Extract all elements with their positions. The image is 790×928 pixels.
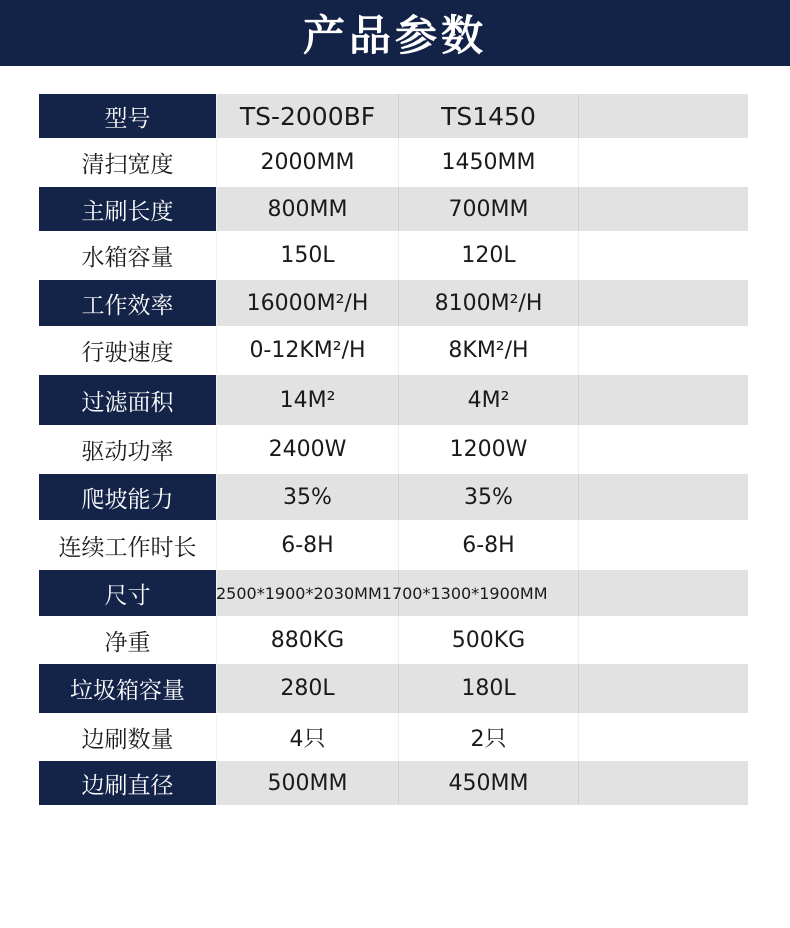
table-row	[39, 570, 748, 616]
table-row	[39, 474, 748, 520]
empty-cell	[578, 520, 748, 570]
row-value: 2000MM	[216, 138, 398, 187]
model-name: TS-2000BF	[216, 94, 398, 138]
empty-cell	[578, 425, 748, 474]
empty-cell	[578, 375, 748, 425]
row-value: 450MM	[398, 761, 578, 805]
row-value: 14M²	[216, 375, 398, 425]
empty-cell	[578, 94, 748, 138]
row-value: 500MM	[216, 761, 398, 805]
spec-table	[39, 94, 748, 805]
empty-cell	[578, 664, 748, 713]
row-label: 尺寸	[39, 570, 216, 616]
row-value: 1200W	[398, 425, 578, 474]
table-row	[39, 713, 748, 761]
table-row	[39, 187, 748, 231]
empty-cell	[578, 761, 748, 805]
row-value: 2400W	[216, 425, 398, 474]
table-row	[39, 326, 748, 375]
row-label: 行驶速度	[39, 326, 216, 375]
row-value: 1450MM	[398, 138, 578, 187]
table-row	[39, 280, 748, 326]
row-label: 净重	[39, 616, 216, 664]
table-row	[39, 520, 748, 570]
row-value: 700MM	[398, 187, 578, 231]
row-value: 800MM	[216, 187, 398, 231]
table-row	[39, 231, 748, 280]
row-value: 6-8H	[216, 520, 398, 570]
row-label: 边刷数量	[39, 713, 216, 761]
row-value: 500KG	[398, 616, 578, 664]
row-label: 主刷长度	[39, 187, 216, 231]
row-label: 清扫宽度	[39, 138, 216, 187]
row-label: 过滤面积	[39, 375, 216, 425]
empty-cell	[578, 570, 748, 616]
table-row	[39, 761, 748, 805]
model-label: 型号	[39, 94, 216, 138]
row-value: 120L	[398, 231, 578, 280]
dimensions-values	[216, 570, 548, 616]
empty-cell	[578, 474, 748, 520]
table-row	[39, 425, 748, 474]
empty-cell	[578, 280, 748, 326]
model-name: TS1450	[398, 94, 578, 138]
empty-cell	[578, 713, 748, 761]
row-value: 4M²	[398, 375, 578, 425]
row-value: 280L	[216, 664, 398, 713]
row-value: 6-8H	[398, 520, 578, 570]
row-value: 35%	[216, 474, 398, 520]
row-label: 边刷直径	[39, 761, 216, 805]
row-value: 880KG	[216, 616, 398, 664]
row-value: 35%	[398, 474, 578, 520]
row-value: 1700*1300*1900MM	[381, 583, 548, 603]
row-value: 2只	[398, 713, 578, 761]
page-title: 产品参数	[302, 11, 487, 60]
table-row	[39, 138, 748, 187]
row-label: 水箱容量	[39, 231, 216, 280]
row-label: 爬坡能力	[39, 474, 216, 520]
row-label: 驱动功率	[39, 425, 216, 474]
row-value: 180L	[398, 664, 578, 713]
table-row	[39, 616, 748, 664]
row-value: 8KM²/H	[398, 326, 578, 375]
row-value: 2500*1900*2030MM	[216, 583, 382, 603]
row-label: 垃圾箱容量	[39, 664, 216, 713]
empty-cell	[578, 231, 748, 280]
title-banner	[0, 0, 790, 66]
table-row	[39, 375, 748, 425]
row-value: 0-12KM²/H	[216, 326, 398, 375]
empty-cell	[578, 187, 748, 231]
row-value: 150L	[216, 231, 398, 280]
row-label: 连续工作时长	[39, 520, 216, 570]
row-label: 工作效率	[39, 280, 216, 326]
empty-cell	[578, 326, 748, 375]
empty-cell	[578, 616, 748, 664]
empty-cell	[578, 138, 748, 187]
row-value: 4只	[216, 713, 398, 761]
row-value: 16000M²/H	[216, 280, 398, 326]
table-header-row	[39, 94, 748, 138]
row-value: 8100M²/H	[398, 280, 578, 326]
table-row	[39, 664, 748, 713]
